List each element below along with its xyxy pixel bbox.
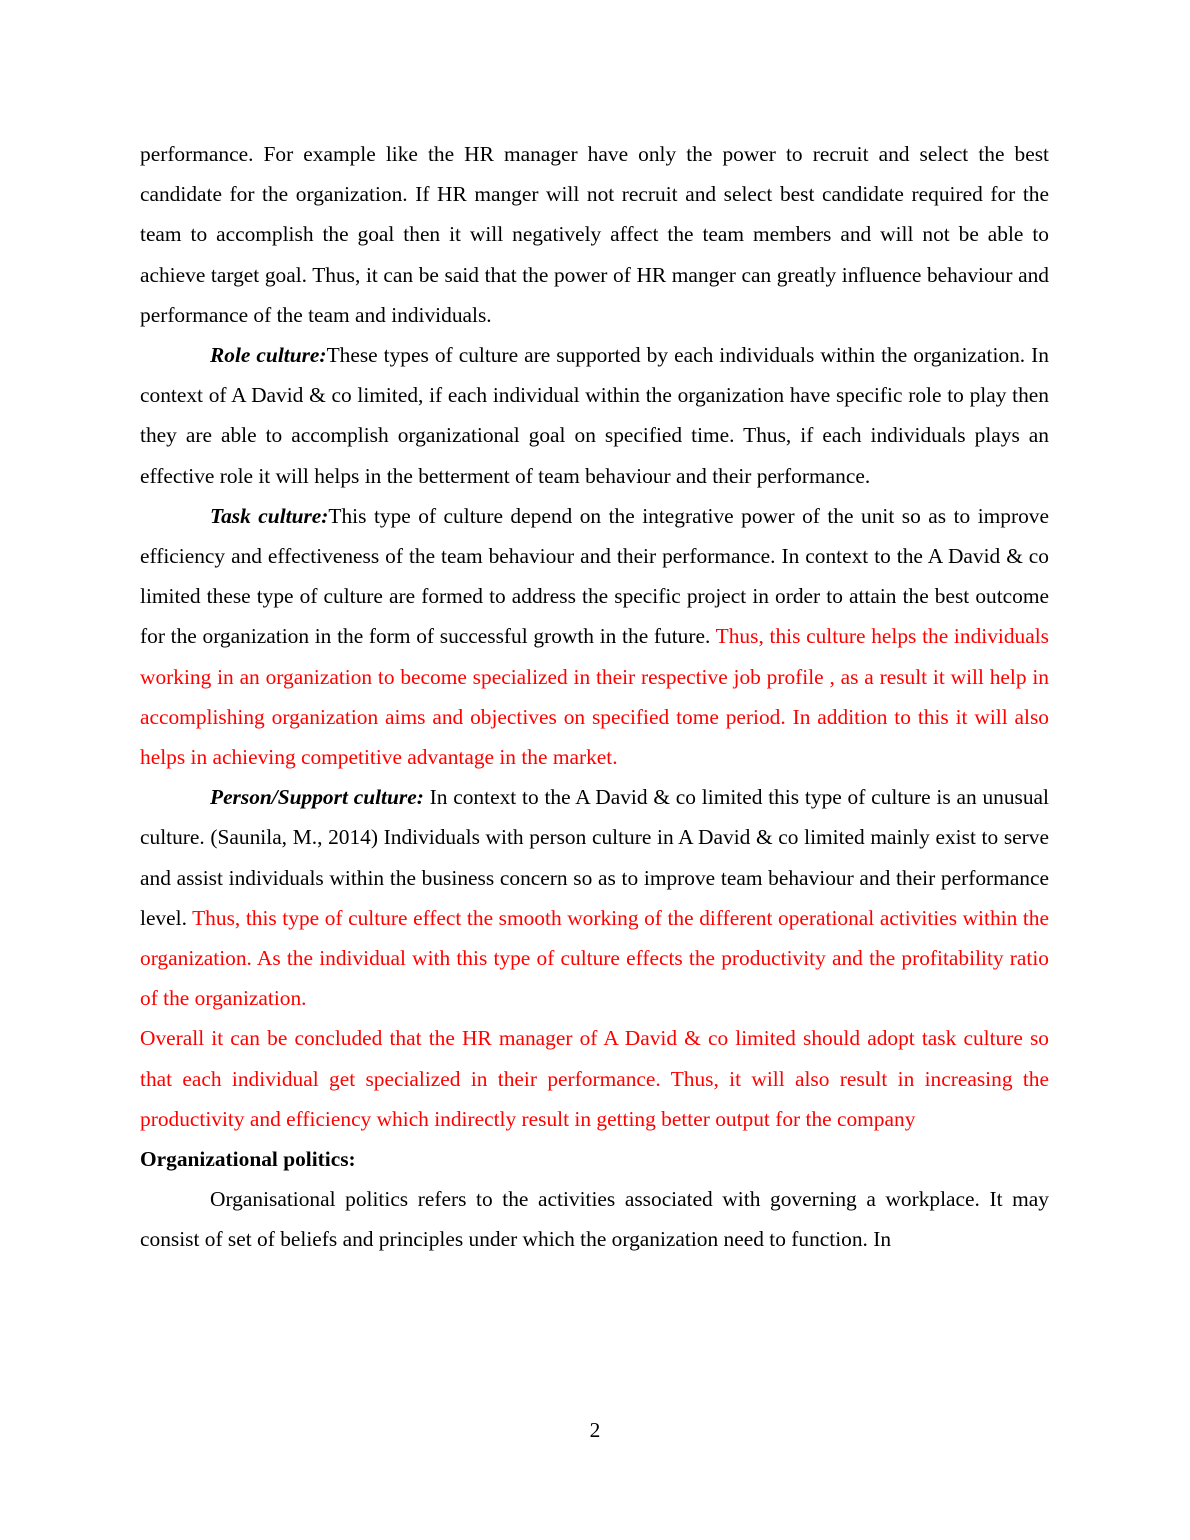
task-culture-label: Task culture:	[210, 503, 329, 528]
paragraph-task-culture	[140, 496, 1049, 777]
person-culture-highlight: Thus, this type of culture effect the smooth working of the different operational activities within the organization. As the individual with this type of culture effects the productivity and the profitability ratio of the organization.	[140, 905, 1049, 1011]
role-culture-text: These types of culture are supported by each individuals within the organization. In context of A David & co limited, if each individual within the organization have specific role to play then they are able to accomplish organizational goal on specified time. Thus, if each individuals plays an effective role it will helps in the betterment of team behaviour and their performance.	[140, 343, 1049, 488]
task-culture-text: This type of culture depend on the integrative power of the unit so as to improve efficiency and effectiveness of the team behaviour and their performance. In context to the A David & co limited these type of culture are formed to address the specific project in order to attain the best outcome for the organization in the form of successful growth in the future.	[140, 503, 1049, 649]
paragraph-conclusion: Overall it can be concluded that the HR manager of A David & co limited should adopt task culture so that each individual get specialized in their performance. Thus, it will also result in increasing the productivity and efficiency which indirectly result in getting better output for the company	[140, 1026, 1049, 1131]
page-number: 2	[589, 1418, 601, 1442]
paragraph-power-culture: performance. For example like the HR manager have only the power to recruit and select the best candidate for the organization. If HR manger will not recruit and select best candidate required for the team to accomplish the goal then it will negatively affect the team members and will not be able to achieve target goal. Thus, it can be said that the power of HR manger can greatly influence behaviour and performance of the team and individuals.	[140, 142, 1049, 327]
paragraph-organizational-politics: Organisational politics refers to the activities associated with governing a workplace. It may consist of set of beliefs and principles under which the organization need to function. In	[140, 1187, 1049, 1252]
person-culture-text: In context to the A David & co limited this type of culture is an unusual culture. (Saunila, M., 2014) Individuals with person culture in A David & co limited mainly exist to serve and assist individuals within the business concern so as to improve team behaviour and their performance level.	[140, 785, 1049, 930]
section-heading-politics: Organizational politics:	[140, 1147, 356, 1172]
paragraph-role-culture	[140, 335, 1049, 496]
paragraph-person-culture	[140, 777, 1049, 1018]
task-culture-highlight: Thus, this culture helps the individuals working in an organization to become specialized in their respective job profile , as a result it will help in accomplishing organization aims and objectives on specified tome period. In addition to this it will also helps in achieving competitive advantage in the market.	[140, 624, 1049, 770]
person-culture-label: Person/Support culture:	[210, 785, 424, 810]
role-culture-label: Role culture:	[210, 343, 327, 368]
document-body	[140, 134, 1049, 1260]
